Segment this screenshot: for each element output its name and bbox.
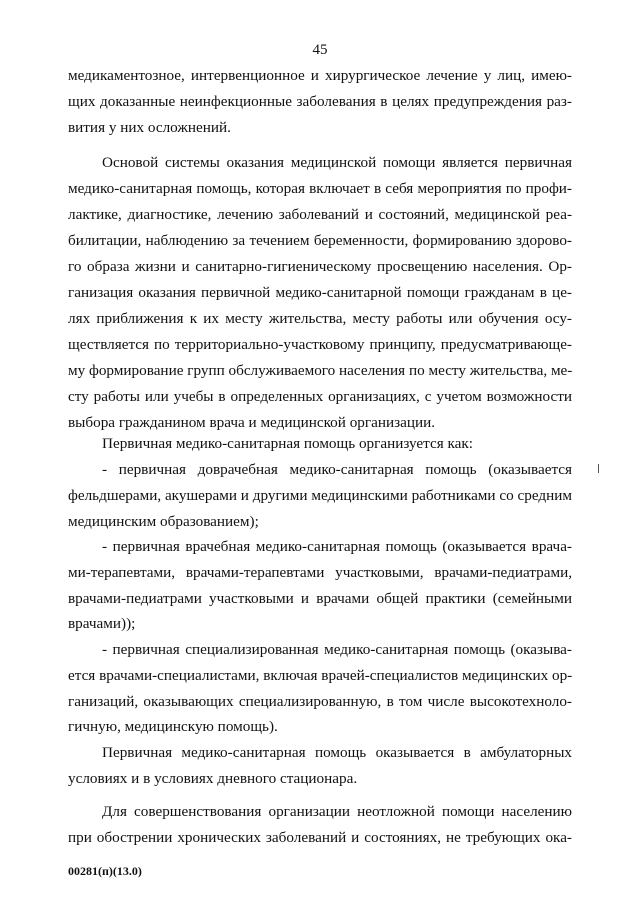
text-line: му формирование групп обслуживаемого населения по месту жительства, ме- [68, 362, 573, 379]
text-line: го образа жизни и санитарно-гигиеническому просвещению населения. Ор- [68, 258, 572, 275]
text-line: Первичная медико-санитарная помощь организуется как: [102, 435, 474, 452]
list-item-line: - первичная врачебная медико-санитарная помощь (оказывается врача- [102, 538, 572, 555]
text-line: ществляется по территориально-участковому принципу, предусматривающе- [68, 336, 572, 353]
text-line: Первичная медико-санитарная помощь оказывается в амбулаторных [102, 744, 572, 761]
list-item-line: медицинским образованием); [68, 513, 259, 530]
document-code: 00281(п)(13.0) [68, 864, 142, 878]
text-line: выбора гражданином врача и медицинской организации. [68, 414, 436, 431]
text-line: Для совершенствования организации неотложной помощи населению [102, 803, 572, 820]
list-item-line: ми-терапевтами, врачами-терапевтами участковыми, врачами-педиатрами, [68, 564, 572, 581]
text-line: медико-санитарная помощь, которая включает в себя мероприятия по профи- [68, 180, 572, 197]
text-line: вития у них осложнений. [68, 119, 231, 136]
list-item-line: фельдшерами, акушерами и другими медицинскими работниками со средним [68, 487, 572, 504]
text-line: билитации, наблюдению за течением беременности, формированию здорово- [68, 232, 572, 249]
text-line: щих доказанные неинфекционные заболевания в целях предупреждения раз- [68, 93, 572, 110]
list-item-line: врачами-педиатрами участковыми и врачами общей практики (семейными [68, 590, 572, 607]
list-item-line: гичную, медицинскую помощь). [68, 718, 278, 735]
text-line: лактике, диагностике, лечению заболеваний и состояний, медицинской реа- [68, 206, 572, 223]
list-item-line: ганизаций, оказывающих специализированную, в том числе высокотехноло- [68, 693, 572, 710]
text-line: лях приближения к их месту жительства, месту работы или обучения осу- [68, 310, 572, 327]
margin-mark [598, 464, 599, 473]
text-line: при обострении хронических заболеваний и состояниях, не требующих ока- [68, 829, 572, 846]
text-line: условиях и в условиях дневного стационара. [68, 770, 358, 787]
text-line: сту работы или учебы в определенных организациях, с учетом возможности [68, 388, 572, 405]
page-number: 45 [312, 42, 328, 58]
list-item-line: врачами)); [68, 615, 136, 632]
text-line: ганизация оказания первичной медико-санитарной помощи гражданам в це- [68, 284, 572, 301]
list-item-line: - первичная доврачебная медико-санитарная помощь (оказывается [102, 461, 572, 478]
text-line: медикаментозное, интервенционное и хирургическое лечение у лиц, имею- [68, 67, 572, 84]
text-line: Основой системы оказания медицинской помощи является первичная [102, 154, 572, 171]
list-item-line: - первичная специализированная медико-санитарная помощь (оказыва- [102, 641, 572, 658]
list-item-line: ется врачами-специалистами, включая врачей-специалистов медицинских ор- [68, 667, 573, 684]
